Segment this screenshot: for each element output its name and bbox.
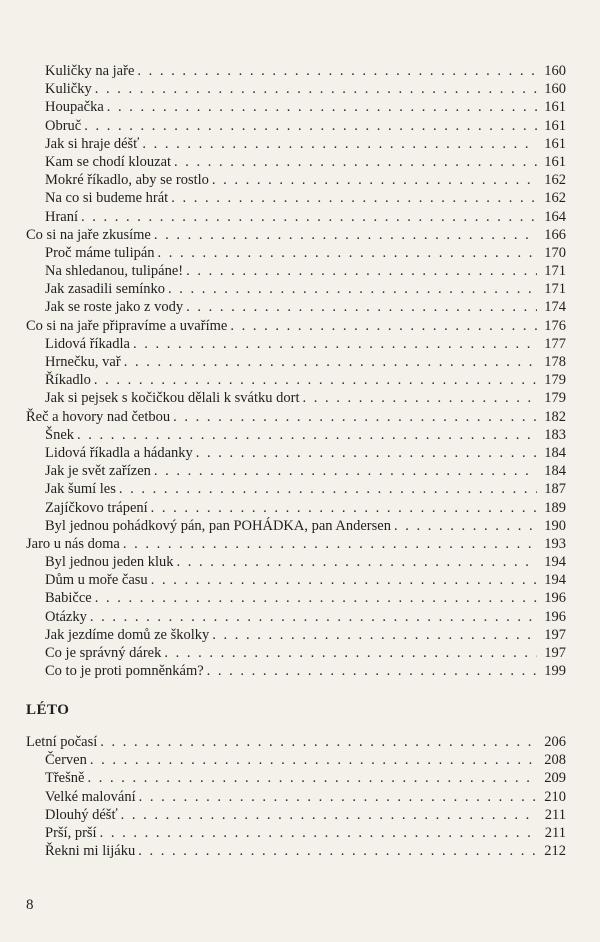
toc-entry-page: 209: [544, 770, 566, 787]
toc-entry-title: Dlouhý déšť: [45, 806, 118, 823]
dot-leader: [230, 317, 537, 335]
toc-entry-title: Lidová říkadla a hádanky: [45, 444, 193, 461]
toc-entry: [26, 135, 566, 153]
dot-leader: [100, 733, 537, 751]
toc-entry: [26, 662, 566, 680]
toc-entry-title: Hrnečku, vař: [45, 354, 121, 370]
toc-entry: [26, 244, 566, 262]
toc-entry-page: 166: [544, 226, 566, 243]
toc-entry: [26, 517, 566, 535]
toc-entry-page: 178: [544, 354, 566, 370]
toc-entry: [26, 353, 566, 371]
toc-entry-title: Řeč a hovory nad četbou: [26, 408, 171, 425]
toc-entry-title: Kuličky: [45, 81, 92, 98]
dot-leader: [90, 751, 537, 769]
toc-entry: [26, 298, 566, 316]
toc-entry-page: 193: [544, 535, 566, 552]
dot-leader: [121, 806, 537, 824]
toc-entry-page: 176: [544, 317, 566, 334]
toc-entry-page: 183: [544, 426, 566, 443]
toc-entry: [26, 535, 566, 553]
toc-entry: [26, 389, 566, 407]
toc-entry-title: Jaro u nás doma: [26, 535, 120, 552]
section-heading: LÉTO: [26, 702, 70, 718]
toc-entry-title: Jak se roste jako z vody: [45, 299, 184, 316]
dot-leader: [154, 226, 537, 244]
dot-leader: [186, 298, 537, 316]
toc-entry-page: 179: [544, 390, 566, 407]
dot-leader: [124, 353, 537, 371]
toc-entry: [26, 589, 566, 607]
toc-entry-page: 161: [544, 117, 566, 134]
toc-entry-title: Obruč: [45, 117, 82, 134]
toc-entry-title: Třešně: [45, 770, 85, 787]
toc-entry: [26, 62, 566, 80]
toc-entry-title: Proč máme tulipán: [45, 244, 155, 261]
toc-entry-title: Prší, prší: [45, 824, 97, 841]
toc-entry-page: 177: [544, 335, 566, 352]
toc-entry-title: Jak si hraje déšť: [45, 135, 140, 152]
toc-entry-title: Kam se chodí klouzat: [45, 153, 172, 170]
toc-entry-page: 194: [544, 554, 566, 571]
toc-entry-title: Dům u moře času: [45, 572, 148, 589]
toc-entry-page: 171: [544, 263, 566, 280]
toc-entry: [26, 733, 566, 751]
toc-entry: [26, 335, 566, 353]
dot-leader: [107, 98, 537, 116]
dot-leader: [138, 842, 537, 860]
dot-leader: [142, 135, 537, 153]
dot-leader: [212, 626, 537, 644]
toc-entry-page: 184: [544, 444, 566, 461]
toc-entry-title: Otázky: [45, 608, 87, 625]
toc-entry: [26, 608, 566, 626]
toc-entry-title: Šnek: [45, 426, 74, 443]
toc-entry: [26, 788, 566, 806]
dot-leader: [394, 517, 537, 535]
dot-leader: [176, 553, 537, 571]
toc-entry: [26, 426, 566, 444]
toc-entry-page: 174: [544, 299, 566, 316]
toc-entry-title: Kuličky na jaře: [45, 63, 135, 79]
toc-entry-page: 210: [544, 788, 566, 805]
toc-entry-title: Co to je proti pomněnkám?: [45, 663, 204, 680]
dot-leader: [77, 426, 537, 444]
dot-leader: [95, 80, 537, 98]
toc-entry: [26, 824, 566, 842]
dot-leader: [151, 499, 537, 517]
toc-entry: [26, 751, 566, 769]
toc-entry-page: 164: [544, 208, 566, 225]
toc-entry-title: Co si na jaře zkusíme: [26, 226, 151, 243]
toc-entry-title: Co si na jaře připravíme a uvaříme: [26, 317, 228, 334]
toc-entry-page: 179: [544, 372, 566, 389]
toc-entry-page: 196: [544, 608, 566, 625]
dot-leader: [94, 371, 537, 389]
toc-entry-title: Řekni mi lijáku: [45, 843, 136, 860]
dot-leader: [95, 589, 537, 607]
toc-entry: [26, 444, 566, 462]
toc-entry-title: Jak zasadili semínko: [45, 281, 166, 298]
toc-entry-title: Mokré říkadlo, aby se rostlo: [45, 172, 209, 189]
toc-entry-title: Jak jezdíme domů ze školky: [45, 626, 210, 643]
toc-entry-title: Babičce: [45, 590, 92, 607]
table-of-contents-summer: [26, 733, 566, 860]
dot-leader: [100, 824, 537, 842]
toc-entry: [26, 371, 566, 389]
dot-leader: [158, 244, 537, 262]
toc-entry-page: 160: [544, 81, 566, 98]
toc-entry: [26, 571, 566, 589]
toc-entry-page: 182: [544, 408, 566, 425]
toc-entry-title: Jak si pejsek s kočičkou dělali k svátku dort: [45, 390, 300, 407]
dot-leader: [87, 769, 537, 787]
toc-entry-title: Houpačka: [45, 99, 104, 116]
toc-entry: [26, 208, 566, 226]
dot-leader: [303, 389, 537, 407]
toc-entry: [26, 280, 566, 298]
toc-entry-page: 197: [544, 645, 566, 661]
dot-leader: [151, 571, 537, 589]
toc-entry: [26, 553, 566, 571]
toc-entry-title: Červen: [45, 752, 87, 769]
dot-leader: [212, 171, 537, 189]
toc-entry-page: 187: [544, 481, 566, 498]
toc-entry-title: Lidová říkadla: [45, 335, 130, 352]
toc-entry: [26, 262, 566, 280]
toc-entry-page: 171: [544, 281, 566, 298]
toc-entry-title: Jak šumí les: [45, 481, 116, 498]
toc-entry-page: 161: [544, 99, 566, 116]
toc-entry: [26, 480, 566, 498]
toc-entry: [26, 626, 566, 644]
dot-leader: [154, 462, 537, 480]
toc-entry: [26, 117, 566, 135]
toc-entry-page: 161: [544, 153, 566, 170]
toc-entry: [26, 98, 566, 116]
toc-entry-page: 189: [544, 499, 566, 516]
dot-leader: [137, 62, 537, 80]
toc-entry-page: 162: [544, 172, 566, 189]
page-number: 8: [26, 897, 34, 913]
toc-entry: [26, 408, 566, 426]
toc-entry-page: 199: [544, 663, 566, 680]
toc-entry-page: 212: [544, 843, 566, 860]
toc-entry-title: Co je správný dárek: [45, 645, 162, 661]
toc-entry: [26, 842, 566, 860]
toc-entry-title: Na co si budeme hrát: [45, 190, 169, 207]
toc-entry-page: 206: [544, 734, 566, 750]
dot-leader: [164, 644, 537, 662]
toc-entry-page: 197: [544, 626, 566, 643]
dot-leader: [81, 208, 537, 226]
toc-entry-page: 196: [544, 590, 566, 607]
dot-leader: [171, 189, 537, 207]
toc-entry: [26, 499, 566, 517]
toc-entry: [26, 317, 566, 335]
toc-entry-page: 160: [544, 63, 566, 79]
toc-entry: [26, 462, 566, 480]
toc-entry: [26, 769, 566, 787]
dot-leader: [119, 480, 537, 498]
dot-leader: [133, 335, 537, 353]
dot-leader: [168, 280, 537, 298]
dot-leader: [123, 535, 537, 553]
toc-entry-page: 184: [544, 463, 566, 480]
dot-leader: [186, 262, 537, 280]
toc-entry: [26, 644, 566, 662]
dot-leader: [90, 608, 537, 626]
toc-entry-page: 211: [544, 824, 566, 841]
toc-entry-title: Jak je svět zařízen: [45, 463, 151, 480]
toc-entry-title: Letní počasí: [26, 734, 98, 750]
toc-entry-page: 170: [544, 244, 566, 261]
toc-entry: [26, 153, 566, 171]
toc-entry-title: Říkadlo: [45, 372, 91, 389]
toc-entry: [26, 806, 566, 824]
dot-leader: [173, 408, 537, 426]
toc-entry-page: 208: [544, 752, 566, 769]
toc-entry: [26, 171, 566, 189]
dot-leader: [196, 444, 537, 462]
dot-leader: [139, 788, 537, 806]
toc-entry-page: 190: [544, 517, 566, 534]
toc-entry: [26, 226, 566, 244]
dot-leader: [84, 117, 537, 135]
toc-entry-title: Byl jednou jeden kluk: [45, 554, 174, 571]
toc-entry-title: Hraní: [45, 208, 79, 225]
toc-entry-page: 211: [544, 806, 566, 823]
toc-entry-page: 194: [544, 572, 566, 589]
toc-entry-title: Velké malování: [45, 788, 136, 805]
toc-entry-title: Na shledanou, tulipáne!: [45, 263, 184, 280]
toc-entry: [26, 189, 566, 207]
dot-leader: [207, 662, 537, 680]
table-of-contents-spring: [26, 62, 566, 680]
toc-entry-title: Zajíčkovo trápení: [45, 499, 148, 516]
toc-entry-title: Byl jednou pohádkový pán, pan POHÁDKA, pan Andersen: [45, 517, 391, 534]
toc-entry-page: 162: [544, 190, 566, 207]
toc-entry-page: 161: [544, 135, 566, 152]
toc-entry: [26, 80, 566, 98]
dot-leader: [174, 153, 537, 171]
